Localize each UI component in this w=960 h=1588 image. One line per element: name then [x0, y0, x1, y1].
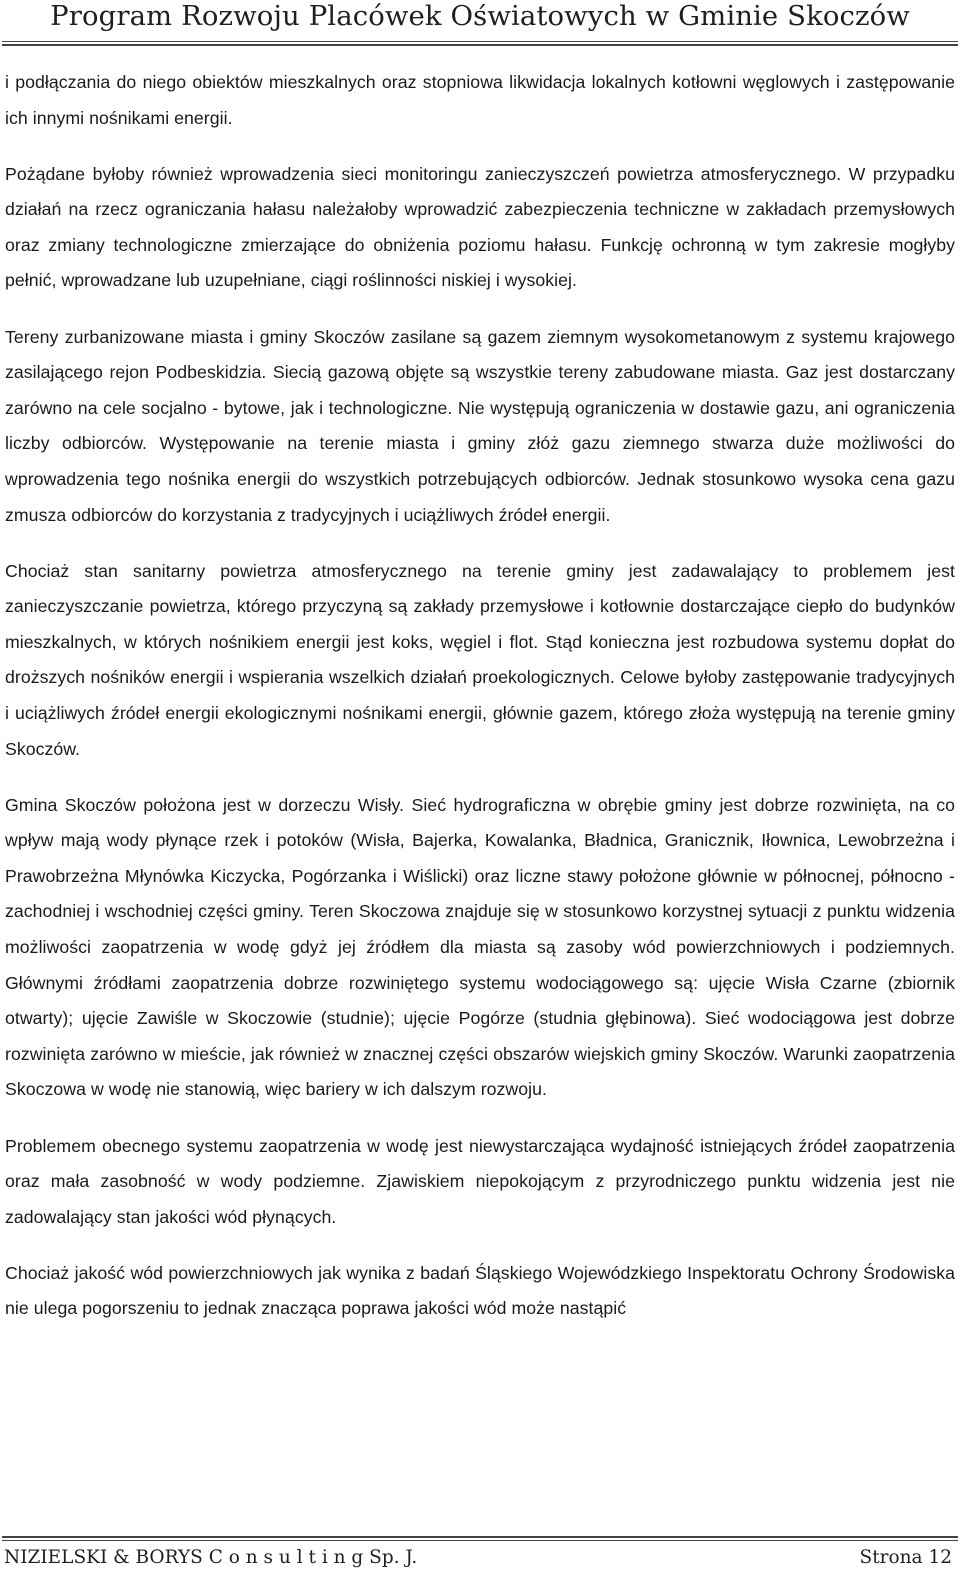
page-footer — [0, 1536, 960, 1588]
paragraph: Chociaż jakość wód powierzchniowych jak wynika z badań Śląskiego Wojewódzkiego Inspektoratu Ochrony Środowiska nie ulega pogorszeniu to jednak znacząca poprawa jakości wód może nastąpić — [5, 1262, 955, 1319]
paragraph: Chociaż stan sanitarny powietrza atmosferycznego na terenie gminy jest zadawalający to problemem jest zanieczyszczanie powietrza, którego przyczyną są zakłady przemysłowe i kotłownie dostarczające ciepło do budynków mieszkalnych, w których nośnikiem energii jest koks, węgiel i flot. Stąd konieczna jest rozbudowa systemu dopłat do droższych nośników energii i wspierania wszelkich działań proekologicznych. Celowe byłoby zastępowanie tradycyjnych i uciążliwych źródeł energii ekologicznymi nośnikami energii, głównie gazem, którego złoża występują na terenie gminy Skoczów. — [5, 560, 955, 759]
paragraph: i podłączania do niego obiektów mieszkalnych oraz stopniowa likwidacja lokalnych kotłowni węglowych i zastępowanie ich innymi nośnikami energii. — [5, 72, 955, 128]
paragraph: Gmina Skoczów położona jest w dorzeczu Wisły. Sieć hydrograficzna w obrębie gminy jest dobrze rozwinięta, na co wpływ mają wody płynące rzek i potoków (Wisła, Bajerka, Kowalanka, Bładnica, Granicznik, Iłownica, Lewobrzeżna i Prawobrzeżna Młynówka Kiczycka, Pogórzanka i Wiślicki) oraz liczne stawy położone głównie w północnej, północno - zachodniej i wschodniej części gminy. Teren Skoczowa znajduje się w stosunkowo korzystnej sytuacji z punktu widzenia możliwości zaopatrzenia w wodę gdyż jej źródłem dla miasta są zasoby wód powierzchniowych i podziemnych. Głównymi źródłami zaopatrzenia dobrze rozwiniętego systemu wodociągowego są: ujęcie Wisła Czarne (zbiornik otwarty); ujęcie Zawiśle w Skoczowie (studnie); ujęcie Pogórze (studnia głębinowa). Sieć wodociągowa jest dobrze rozwinięta zarówno w mieście, jak również w znacznej części obszarów wiejskich gminy Skoczów. Warunki zaopatrzenia Skoczowa w wodę nie stanowią, więc bariery w ich dalszym rozwoju. — [5, 794, 955, 1100]
document-body — [5, 65, 955, 1327]
page-header-title: Program Rozwoju Placówek Oświatowych w Gminie Skoczów — [50, 0, 910, 32]
footer-divider-thick — [2, 1536, 958, 1538]
header-divider-thin — [2, 41, 958, 42]
paragraph: Pożądane byłoby również wprowadzenia sieci monitoringu zanieczyszczeń powietrza atmosferycznego. W przypadku działań na rzecz ograniczania hałasu należałoby wprowadzić zabezpieczenia techniczne w zakładach przemysłowych oraz zmiany technologiczne zmierzające do obniżenia poziomu hałasu. Funkcję ochronną w tym zakresie mogłyby pełnić, wprowadzane lub uzupełniane, ciągi roślinności niskiej i wysokiej. — [5, 163, 955, 291]
footer-page-number: Strona 12 — [859, 1547, 952, 1568]
page-header — [0, 0, 960, 46]
paragraph: Tereny zurbanizowane miasta i gminy Skoczów zasilane są gazem ziemnym wysokometanowym z systemu krajowego zasilającego rejon Podbeskidzia. Siecią gazową objęte są wszystkie tereny zabudowane miasta. Gaz jest dostarczany zarówno na cele socjalno - bytowe, jak i technologiczne. Nie występują ograniczenia w dostawie gazu, ani ograniczenia liczby odbiorców. Występowanie na terenie miasta i gminy złóż gazu ziemnego stwarza duże możliwości do wprowadzenia tego nośnika energii do wszystkich potrzebujących odbiorców. Jednak stosunkowo wysoka cena gazu zmusza odbiorców do korzystania z tradycyjnych i uciążliwych źródeł energii. — [5, 326, 955, 525]
paragraph: Problemem obecnego systemu zaopatrzenia w wodę jest niewystarczająca wydajność istniejących źródeł zaopatrzenia oraz mała zasobność w wody podziemne. Zjawiskiem niepokojącym z przyrodniczego punktu widzenia jest nie zadowalający stan jakości wód płynących. — [5, 1135, 955, 1227]
header-divider-thick — [2, 44, 958, 46]
footer-divider-thin — [2, 1540, 958, 1541]
footer-company: NIZIELSKI & BORYS C o n s u l t i n g Sp. J. — [4, 1547, 418, 1568]
